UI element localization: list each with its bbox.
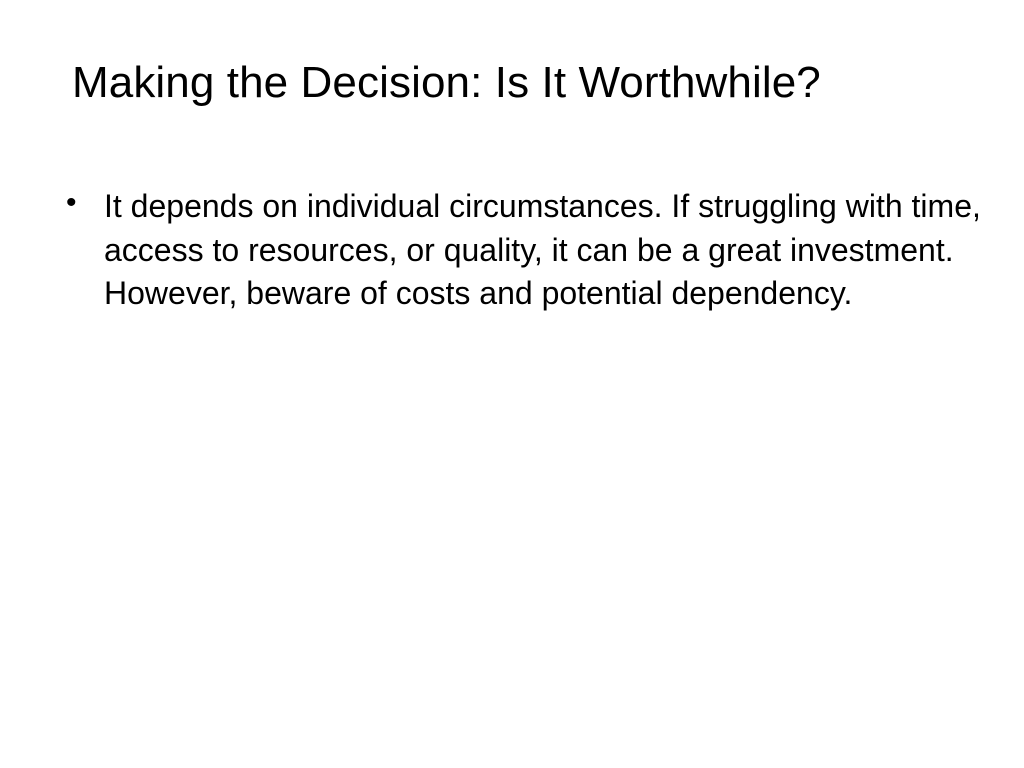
list-item: • It depends on individual circumstances. If struggling with time, access to resources, or quality, it can be a great investment. However, beware of costs and potential dependency. <box>56 185 986 316</box>
slide-title: Making the Decision: Is It Worthwhile? <box>72 58 821 107</box>
slide-body-list <box>56 185 986 316</box>
